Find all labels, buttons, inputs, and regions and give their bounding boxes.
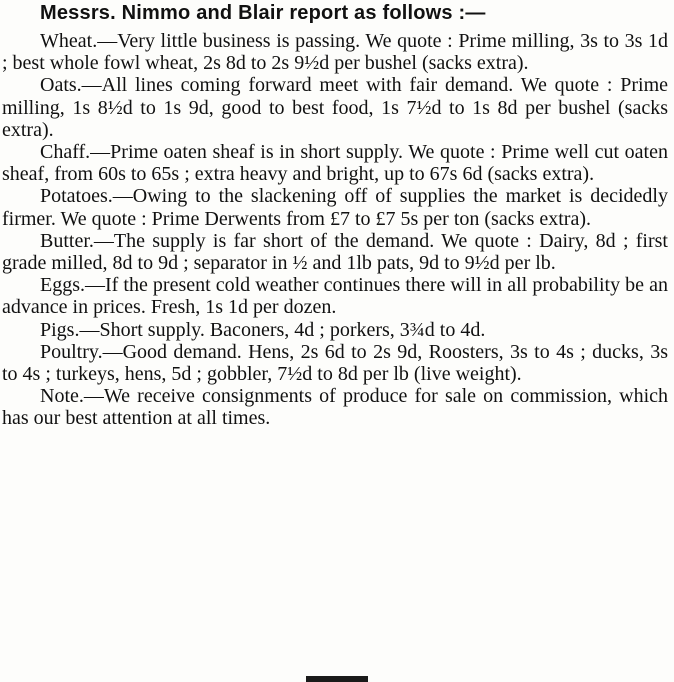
paragraph-note: Note.—We receive consignments of produce for sale on commission, which has our best attention at all times. (2, 385, 668, 430)
section-divider-rule (306, 676, 368, 682)
paragraph-oats: Oats.—All lines coming forward meet with fair demand. We quote : Prime milling, 1s 8½d to 1s 9d, good to best food, 1s 7½d to 1s 8d per bushel (sacks extra). (2, 74, 668, 141)
paragraph-eggs: Eggs.—If the present cold weather continues there will in all probability be an advance in prices. Fresh, 1s 1d per dozen. (2, 274, 668, 319)
paragraph-wheat: Wheat.—Very little business is passing. We quote : Prime milling, 3s to 3s 1d ; best whole fowl wheat, 2s 8d to 2s 9½d per bushel (sacks extra). (2, 30, 668, 75)
report-body (2, 30, 668, 430)
paragraph-butter: Butter.—The supply is far short of the demand. We quote : Dairy, 8d ; first grade milled, 8d to 9d ; separator in ½ and 1lb pats, 9d to 9½d per lb. (2, 229, 668, 275)
paragraph-potatoes: Potatoes.—Owing to the slackening off of supplies the market is decidedly firmer. We quote : Prime Derwents from £7 to £7 5s per ton (sacks extra). (2, 185, 668, 230)
paragraph-pigs: Pigs.—Short supply. Baconers, 4d ; porkers, 3¾d to 4d. (40, 318, 486, 341)
paragraph-poultry: Poultry.—Good demand. Hens, 2s 6d to 2s 9d, Roosters, 3s to 4s ; ducks, 3s to 4s ; turkeys, hens, 5d ; gobbler, 7½d to 8d per lb (live weight). (2, 340, 668, 386)
report-heading: Messrs. Nimmo and Blair report as follows :— (40, 2, 486, 24)
paragraph-chaff: Chaff.—Prime oaten sheaf is in short supply. We quote : Prime well cut oaten sheaf, from 60s to 65s ; extra heavy and bright, up to 67s 6d (sacks extra). (2, 141, 668, 186)
